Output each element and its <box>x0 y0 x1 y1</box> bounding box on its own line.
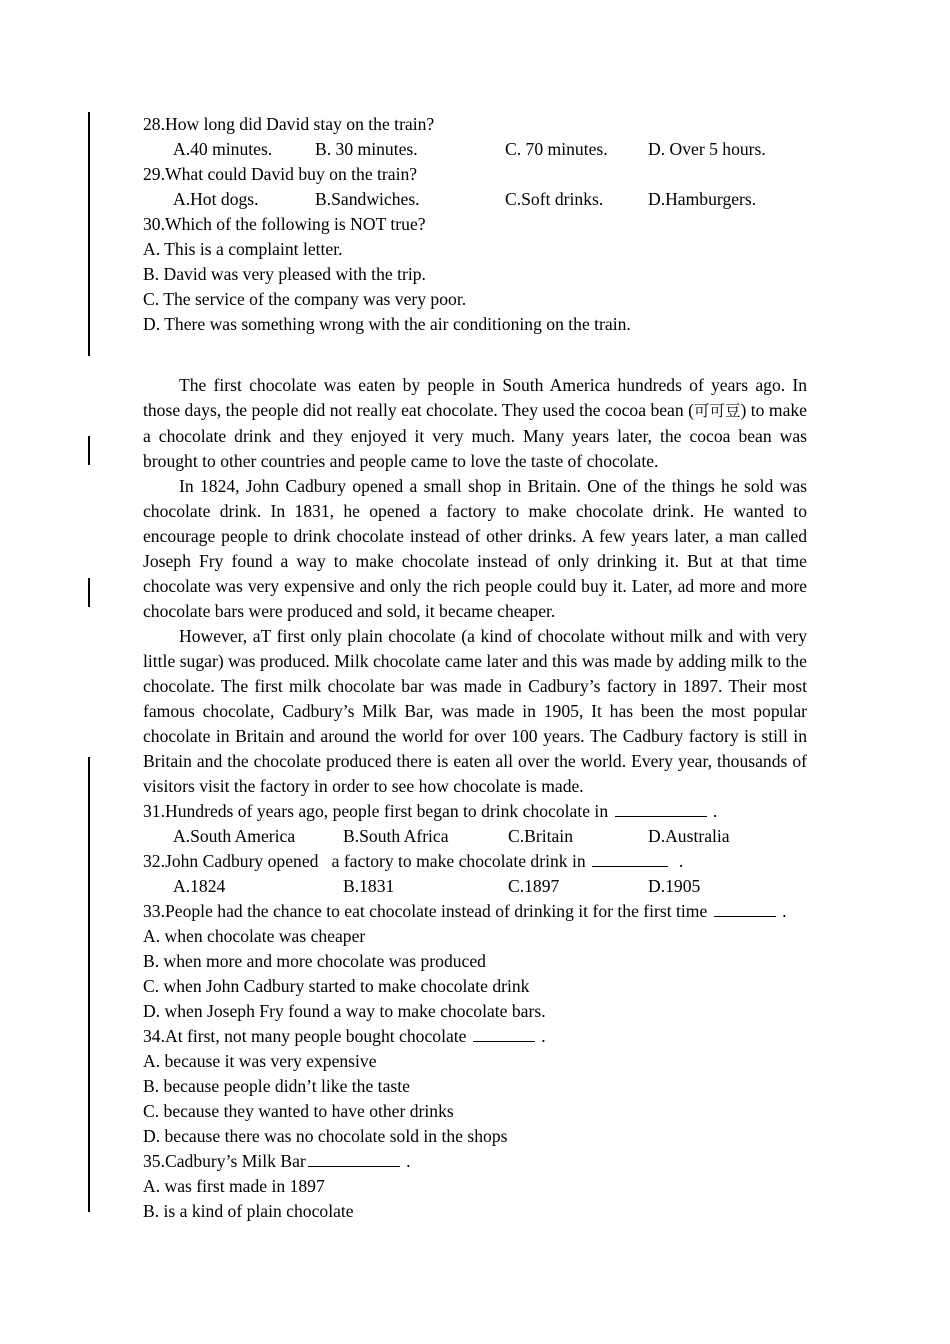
section-spacer <box>143 337 807 351</box>
passage-p1-text-after: ) to make a chocolate drink and they enjoyed it very much. Many years later, the cocoa bean was brought to other countries and people came to love the taste of chocolate. <box>143 400 807 471</box>
question-29-option-d[interactable]: D.Hamburgers. <box>648 189 757 209</box>
question-32-option-b[interactable]: B.1831 <box>343 876 395 896</box>
question-31-stem-period: . <box>708 801 718 821</box>
question-34-stem <box>143 1024 807 1049</box>
question-32-stem <box>143 849 807 874</box>
question-33-choice-c[interactable]: C. when John Cadbury started to make chocolate drink <box>143 976 530 996</box>
question-30-choice-a[interactable]: A. This is a complaint letter. <box>143 239 343 259</box>
question-33-answer-blank[interactable] <box>714 902 776 917</box>
passage-p1-text-before: The first chocolate was eaten by people in South America hundreds of years ago. In those days, the people did not really eat chocolate. They used the cocoa bean ( <box>143 375 807 420</box>
question-28-option-b[interactable]: B. 30 minutes. <box>315 139 418 159</box>
question-33-choice-a[interactable]: A. when chocolate was cheaper <box>143 926 366 946</box>
question-33-choice-b[interactable]: B. when more and more chocolate was produced <box>143 951 486 971</box>
question-35-answer-blank[interactable] <box>308 1152 400 1167</box>
question-29-stem: 29.What could David buy on the train? <box>143 164 418 184</box>
change-bar-2 <box>88 436 90 465</box>
question-32-option-a[interactable]: A.1824 <box>173 876 226 896</box>
passage-paragraph-3: However, aT first only plain chocolate (a kind of chocolate without milk and with very little sugar) was produced. Milk chocolate came later and this was made by adding milk to the chocolate. The first milk chocolate bar was made in Cadbury’s factory in 1897. Their most famous chocolate, Cadbury’s Milk Bar, was made in 1905, It has been the most popular chocolate in Britain and around the world for over 100 years. The Cadbury factory is still in Britain and the chocolate produced there is eaten all over the world. Every year, thousands of visitors visit the factory in order to see how chocolate is made. <box>143 626 807 796</box>
question-28-options <box>143 137 807 162</box>
question-31-stem-text: 31.Hundreds of years ago, people first began to drink chocolate in <box>143 801 613 821</box>
question-34-choice-c[interactable]: C. because they wanted to have other drinks <box>143 1101 454 1121</box>
change-bar-1 <box>88 112 90 356</box>
question-34-choice-b[interactable]: B. because people didn’t like the taste <box>143 1076 410 1096</box>
question-28-option-c[interactable]: C. 70 minutes. <box>505 139 608 159</box>
question-28-stem: 28.How long did David stay on the train? <box>143 114 435 134</box>
question-32-option-d[interactable]: D.1905 <box>648 876 701 896</box>
question-28-option-d[interactable]: D. Over 5 hours. <box>648 139 766 159</box>
question-33-stem <box>143 899 807 924</box>
text-column <box>143 112 807 1224</box>
question-31-answer-blank[interactable] <box>615 802 707 817</box>
question-31-options <box>143 824 807 849</box>
question-29-option-a[interactable]: A.Hot dogs. <box>173 189 259 209</box>
question-32-answer-blank[interactable] <box>592 852 668 867</box>
question-29-options <box>143 187 807 212</box>
question-31-option-a[interactable]: A.South America <box>173 826 296 846</box>
question-30-choice-b[interactable]: B. David was very pleased with the trip. <box>143 264 426 284</box>
change-bar-3 <box>88 578 90 607</box>
question-35-choice-b[interactable]: B. is a kind of plain chocolate <box>143 1201 354 1221</box>
question-30-choice-c[interactable]: C. The service of the company was very poor. <box>143 289 467 309</box>
question-30-stem: 30.Which of the following is NOT true? <box>143 214 426 234</box>
question-34-choice-a[interactable]: A. because it was very expensive <box>143 1051 377 1071</box>
question-33-stem-period: . <box>777 901 787 921</box>
question-32-stem-text: 32.John Cadbury opened a factory to make chocolate drink in <box>143 851 591 871</box>
passage-paragraph-1 <box>143 373 807 474</box>
question-33-choice-d[interactable]: D. when Joseph Fry found a way to make chocolate bars. <box>143 1001 546 1021</box>
question-31-option-d[interactable]: D.Australia <box>648 826 730 846</box>
passage-paragraph-2: In 1824, John Cadbury opened a small shop in Britain. One of the things he sold was chocolate drink. In 1831, he opened a factory to make chocolate drink. He wanted to encourage people to drink chocolate instead of other drinks. A few years later, a man called Joseph Fry found a way to make chocolate instead of only drinking it. But at that time chocolate was very expensive and only the rich people could buy it. Later, ad more and more chocolate bars were produced and sold, it became cheaper. <box>143 476 807 621</box>
question-32-stem-period: . <box>670 851 684 871</box>
passage-p1-chinese-gloss: 可可豆 <box>693 402 741 420</box>
question-34-answer-blank[interactable] <box>473 1027 535 1042</box>
question-32-options <box>143 874 807 899</box>
question-31-option-b[interactable]: B.South Africa <box>343 826 449 846</box>
question-35-stem-text: 35.Cadbury’s Milk Bar <box>143 1151 306 1171</box>
question-31-stem <box>143 799 807 824</box>
question-33-stem-text: 33.People had the chance to eat chocolate instead of drinking it for the first time <box>143 901 712 921</box>
change-bar-4 <box>88 757 90 1212</box>
question-34-stem-period: . <box>536 1026 546 1046</box>
question-29-option-c[interactable]: C.Soft drinks. <box>505 189 604 209</box>
question-34-choice-d[interactable]: D. because there was no chocolate sold in the shops <box>143 1126 508 1146</box>
question-35-stem <box>143 1149 807 1174</box>
question-35-stem-period: . <box>401 1151 411 1171</box>
question-32-option-c[interactable]: C.1897 <box>508 876 560 896</box>
question-31-option-c[interactable]: C.Britain <box>508 826 573 846</box>
question-29-option-b[interactable]: B.Sandwiches. <box>315 189 420 209</box>
question-34-stem-text: 34.At first, not many people bought chocolate <box>143 1026 471 1046</box>
question-30-choice-d[interactable]: D. There was something wrong with the air conditioning on the train. <box>143 314 631 334</box>
question-35-choice-a[interactable]: A. was first made in 1897 <box>143 1176 325 1196</box>
question-28-option-a[interactable]: A.40 minutes. <box>173 139 273 159</box>
